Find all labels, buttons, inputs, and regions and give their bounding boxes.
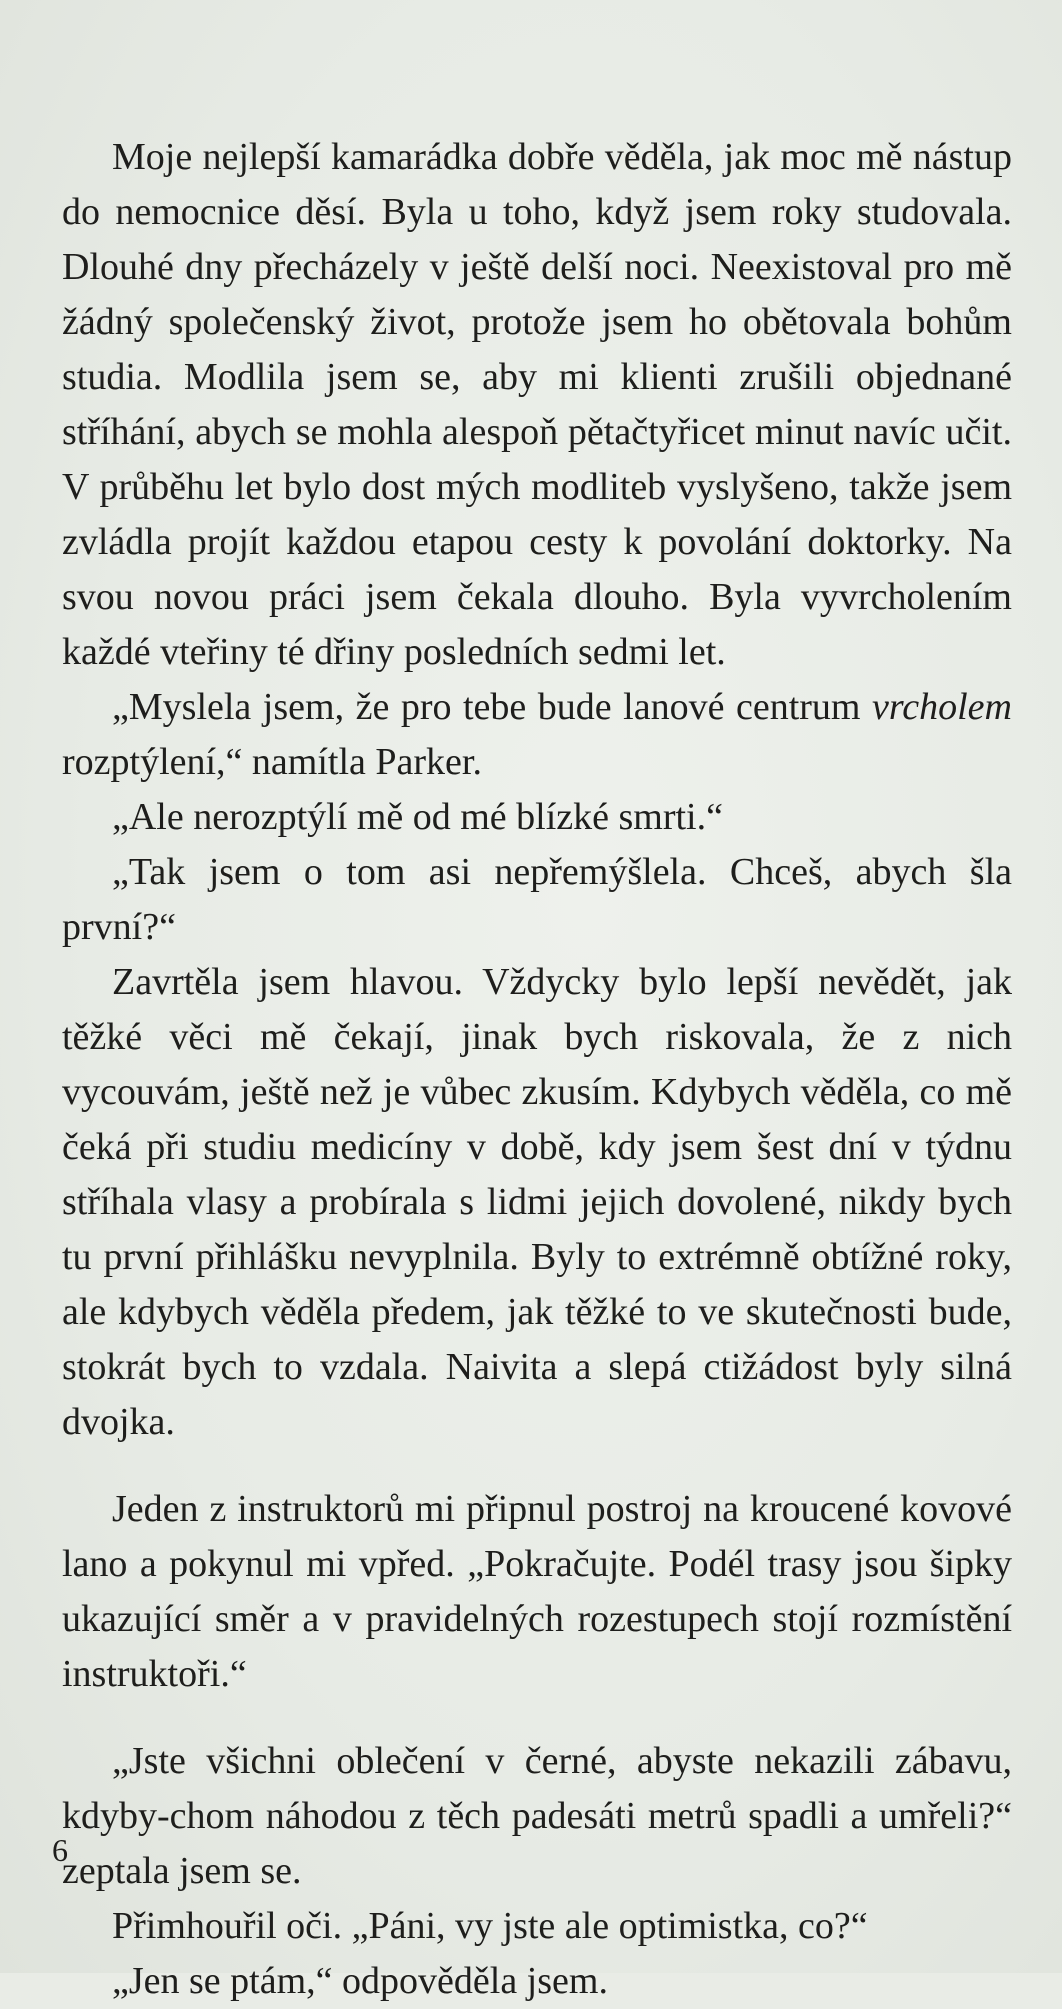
paragraph-2 — [62, 680, 1012, 790]
paragraph-7: „Jste všichni oblečení v černé, abyste nekazili zábavu, kdyby-chom náhodou z těch padesáti metrů spadli a umřeli?“ zeptala jsem se. — [62, 1740, 1012, 1892]
paragraph-9: „Jen se ptám,“ odpověděla jsem. — [112, 1960, 608, 2002]
paragraph-8: Přimhouřil oči. „Páni, vy jste ale optimistka, co?“ — [112, 1905, 868, 1947]
paragraph-1: Moje nejlepší kamarádka dobře věděla, jak moc mě nástup do nemocnice děsí. Byla u toho, když jsem roky studovala. Dlouhé dny přecházely v ještě delší noci. Neexistoval pro mě žádný společenský život, protože jsem ho obětovala bohům studia. Modlila jsem se, aby mi klienti zrušili objednané stříhání, abych se mohla alespoň pětačtyřicet minut navíc učit. V průběhu let bylo dost mých modliteb vyslyšeno, takže jsem zvládla projít každou etapou cesty k povolání doktorky. Na svou novou práci jsem čekala dlouho. Byla vyvrcholením každé vteřiny té dřiny posledních sedmi let. — [62, 136, 1012, 673]
body-text — [62, 130, 1012, 2009]
paragraph-3: „Ale nerozptýlí mě od mé blízké smrti.“ — [112, 796, 723, 838]
emphasis-vrcholem: vrcholem — [872, 686, 1012, 728]
paragraph-6: Jeden z instruktorů mi připnul postroj na kroucené kovové lano a pokynul mi vpřed. „Pokračujte. Podél trasy jsou šipky ukazující směr a v pravidelných rozestupech stojí rozmístění instruktoři.“ — [62, 1488, 1012, 1695]
paragraph-2-end: rozptýlení,“ namítla Parker. — [62, 741, 482, 783]
paragraph-2-start: „Myslela jsem, že pro tebe bude lanové centrum — [112, 686, 873, 728]
paragraph-4: „Tak jsem o tom asi nepřemýšlela. Chceš, abych šla první?“ — [62, 851, 1012, 948]
paragraph-5: Zavrtěla jsem hlavou. Vždycky bylo lepší nevědět, jak těžké věci mě čekají, jinak bych riskovala, že z nich vycouvám, ještě než je vůbec zkusím. Kdybych věděla, co mě čeká při studiu medicíny v době, kdy jsem šest dní v týdnu stříhala vlasy a probírala s lidmi jejich dovolené, nikdy bych tu první přihlášku nevyplnila. Byly to extrémně obtížné roky, ale kdybych věděla předem, jak těžké to ve skutečnosti bude, stokrát bych to vzdala. Naivita a slepá ctižádost byly silná dvojka. — [62, 961, 1012, 1443]
page-number: 6 — [52, 1832, 68, 1868]
